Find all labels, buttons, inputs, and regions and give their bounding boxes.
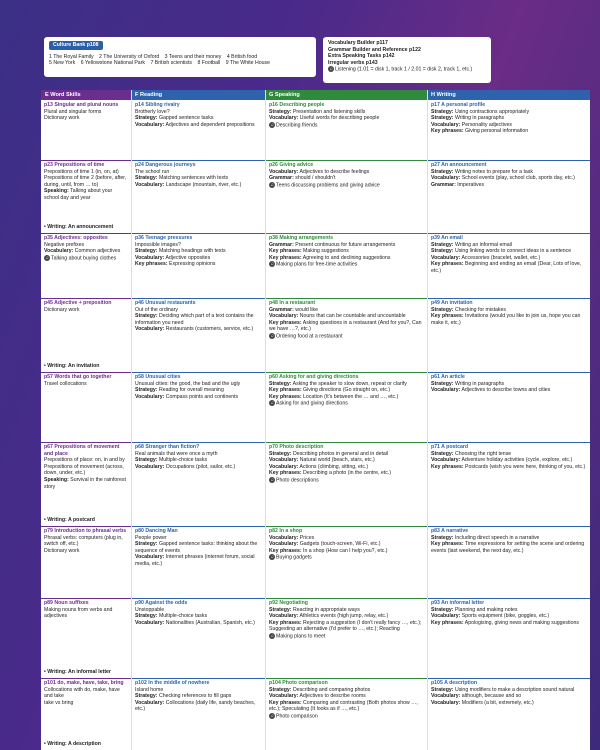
- lesson-title: p49 An invitation: [431, 300, 473, 306]
- column-h: [427, 90, 590, 750]
- lesson-title: p27 An announcement: [431, 162, 487, 168]
- lesson-title: p92 Negotiating: [269, 600, 308, 606]
- lesson-line: Vocabulary: Adjectives to describe towns and cities: [431, 387, 551, 394]
- unit-cell: [41, 526, 131, 598]
- lesson-line: Key phrases: Postcards (wish you were here, thinking of you, etc.): [431, 463, 586, 470]
- lesson-line: Vocabulary: Accessories (bracelet, wallet, etc.): [431, 254, 541, 261]
- lesson-line: Strategy: Asking the speaker to slow down, repeat or clarify: [269, 380, 407, 387]
- unit-cell: [132, 233, 265, 298]
- headphones-icon: ♫: [270, 632, 274, 638]
- lesson-line: Vocabulary: Landscape (mountain, river, etc.): [135, 181, 242, 188]
- lesson-title: p70 Photo description: [269, 444, 324, 450]
- lesson-title: p48 In a restaurant: [269, 300, 316, 306]
- lesson-line: Strategy: Including direct speech in a narrative: [431, 534, 540, 541]
- lesson-title: p24 Dangerous journeys: [135, 162, 196, 168]
- culture-bank-title: Culture Bank p108: [49, 41, 103, 50]
- lesson-line: Key phrases: Expressing opinions: [135, 261, 216, 268]
- lesson-line: Vocabulary: Nouns that can be countable and uncountable: [269, 313, 406, 320]
- lesson-line: Vocabulary: Collocations (daily life, sandy beaches, etc.): [135, 699, 256, 713]
- lesson-title: p60 Asking for and giving directions: [269, 374, 359, 380]
- headphones-icon: ♫: [270, 181, 274, 187]
- lesson-line: Strategy: Describing photos in general and in detail: [269, 450, 389, 457]
- unit-cell: [132, 526, 265, 598]
- lesson-line: Strategy: Multiple-choice tasks: [135, 457, 208, 464]
- lesson-title: p71 A postcard: [431, 444, 469, 450]
- lesson-line: Vocabulary: Athletics events (high jump, relay, etc.): [269, 613, 389, 620]
- unit-cell: [41, 298, 131, 372]
- lesson-title: p101 do, make, have, take, bring: [44, 680, 124, 686]
- lesson-title: p67 Prepositions of movement and place: [44, 444, 120, 457]
- lesson-line: ♫ Photo comparison: [270, 712, 318, 720]
- culture-bank-box: [44, 37, 316, 77]
- lesson-line: Prepositions of time 1 (in, on, at): [44, 168, 119, 175]
- lesson-line: Travel collocations: [44, 380, 87, 387]
- writing-extra: • Writing: A description: [44, 741, 101, 748]
- lesson-line: Collocations with do, make, have and take: [44, 686, 120, 700]
- lesson-line: Strategy: Gapped sentence tasks: thinking about the sequence of events: [135, 541, 258, 554]
- culture-item: 9 The White House: [225, 60, 270, 67]
- lesson-line: Vocabulary: Restaurants (customers, service, etc.): [135, 326, 254, 333]
- lesson-line: Strategy: Matching sentences with texts: [135, 175, 229, 182]
- lesson-title: p102 In the middle of nowhere: [135, 680, 210, 686]
- lesson-title: p26 Giving advice: [269, 162, 314, 168]
- lesson-line: Key phrases: Giving personal information: [431, 128, 529, 135]
- lesson-line: Vocabulary: Nationalities (Australian, Spanish, etc.): [135, 619, 255, 626]
- unit-cell: [266, 598, 427, 678]
- unit-cell: [428, 298, 590, 372]
- lesson-title: p79 Introduction to phrasal verbs: [44, 528, 127, 534]
- culture-item: 5 New York: [49, 60, 76, 67]
- header-reading: F Reading: [131, 90, 265, 100]
- column-e: [41, 90, 131, 750]
- lesson-title: p46 Unusual restaurants: [135, 300, 196, 306]
- lesson-line: ♫ Making plans for free-time activities: [270, 261, 358, 268]
- lesson-line: Grammar: would like: [269, 306, 319, 313]
- lesson-line: ♫ Describing friends: [270, 121, 318, 129]
- lesson-line: Vocabulary: Common adjectives: [44, 248, 121, 255]
- headphones-icon: ♫: [270, 261, 274, 267]
- lesson-line: Vocabulary: Adjectives to describe feelings: [269, 168, 370, 175]
- lesson-line: Strategy: Planning and making notes: [431, 606, 518, 613]
- unit-cell: [132, 442, 265, 526]
- lesson-title: p13 Singular and plural nouns: [44, 102, 119, 108]
- grammar-builder-ref: Grammar Builder and Reference p122: [328, 46, 421, 53]
- lesson-line: Unusual cities: the good, the bad and the ugly: [135, 380, 241, 387]
- lesson-line: Grammar: should / shouldn't: [269, 175, 336, 182]
- lesson-line: Vocabulary: Personality adjectives: [431, 121, 512, 128]
- lesson-line: Impossible images?: [135, 241, 181, 248]
- lesson-line: Prepositions of movement (across, down, under, etc.): [44, 463, 124, 477]
- lesson-title: p82 In a shop: [269, 528, 303, 534]
- lesson-line: The school run: [135, 168, 170, 175]
- lesson-line: ♫ Photo descriptions: [270, 476, 319, 484]
- lesson-line: Speaking: Talking about your school day and year: [44, 188, 113, 201]
- lesson-title: p90 Against the odds: [135, 600, 188, 606]
- lesson-title: p61 An article: [431, 374, 465, 380]
- lesson-line: Key phrases: Agreeing to and declining suggestions: [269, 254, 391, 261]
- lesson-line: Grammar: Present continuous for future arrangements: [269, 241, 396, 248]
- headphones-icon: ♫: [329, 66, 333, 72]
- lesson-line: Vocabulary: Sports equipment (bike, goggles, etc.): [431, 613, 550, 620]
- lesson-line: Key phrases: Comparing and contrasting (Both photos show …, etc.); Speculating (It looks as if …, etc.): [269, 699, 418, 713]
- contents-grid: [41, 90, 590, 750]
- headphones-icon: ♫: [270, 712, 274, 718]
- lesson-line: Strategy: Describing and comparing photos: [269, 686, 371, 693]
- culture-item: 1 The Royal Family: [49, 53, 94, 60]
- unit-cell: [428, 233, 590, 298]
- lesson-line: Grammar: Imperatives: [431, 181, 485, 188]
- lesson-line: Vocabulary: Gadgets (touch-screen, Wi-Fi, etc.): [269, 541, 381, 548]
- culture-item: 7 British scientists: [150, 60, 192, 67]
- extra-speaking-ref: Extra Speaking Tasks p142: [328, 53, 395, 60]
- lesson-line: Vocabulary: Modifiers (a bit, extremely, etc.): [431, 699, 534, 706]
- lesson-title: p105 A description: [431, 680, 478, 686]
- lesson-title: p38 Making arrangements: [269, 235, 334, 241]
- culture-item: 2 The University of Oxford: [99, 53, 160, 60]
- lesson-line: ♫ Making plans to meet: [270, 632, 326, 640]
- lesson-line: Vocabulary: Adventure holiday activities (cycle, explore, etc.): [431, 457, 573, 464]
- lesson-line: Vocabulary: Internet phrases (internet forum, social media, etc.): [135, 554, 255, 567]
- lesson-line: Island home: [135, 686, 164, 693]
- lesson-line: ♫ Asking for and giving directions: [270, 400, 348, 407]
- lesson-title: p89 Noun suffixes: [44, 600, 89, 606]
- headphones-icon: ♫: [270, 554, 274, 560]
- culture-item: 4 British food: [226, 53, 258, 60]
- lesson-title: p23 Prepositions of time: [44, 162, 105, 168]
- header-word-skills: E Word Skills: [41, 90, 131, 100]
- unit-cell: [428, 526, 590, 598]
- lesson-line: Real animals that were once a myth: [135, 450, 218, 457]
- lesson-line: Dictionary work: [44, 306, 80, 313]
- lesson-line: Key phrases: Time expressions for setting the scene and ordering events (last weekend, the next day, etc.): [431, 541, 585, 554]
- writing-extra: • Writing: An announcement: [44, 224, 114, 231]
- culture-item: 3 Teens and their money: [164, 53, 222, 60]
- unit-cell: [41, 160, 131, 233]
- lesson-title: p16 Describing people: [269, 102, 325, 108]
- lesson-line: Strategy: Deciding which part of a text contains the information you need: [135, 313, 254, 326]
- unit-cell: [132, 372, 265, 442]
- lesson-line: Strategy: Writing in paragraphs: [431, 380, 505, 387]
- lesson-line: Prepositions of time 2 (before, after, during, until, from … to): [44, 175, 127, 188]
- writing-extra: • Writing: A postcard: [44, 517, 95, 524]
- unit-cell: [428, 678, 590, 750]
- lesson-line: Unstoppable: [135, 606, 165, 613]
- lesson-line: Brotherly love?: [135, 108, 170, 115]
- unit-cell: [132, 298, 265, 372]
- lesson-line: Key phrases: Making suggestions: [269, 248, 349, 255]
- headphones-icon: ♫: [45, 254, 49, 260]
- unit-cell: [428, 160, 590, 233]
- lesson-line: Strategy: Writing an informal email: [431, 241, 512, 248]
- lesson-title: p39 An email: [431, 235, 463, 241]
- unit-cell: [428, 100, 590, 160]
- lesson-line: Vocabulary: Compass points and continents: [135, 393, 239, 400]
- lesson-line: Strategy: Presentation and listening skills: [269, 108, 366, 115]
- lesson-line: Strategy: Reacting in appropriate ways: [269, 606, 360, 613]
- lesson-line: Vocabulary: Adjective opposites: [135, 254, 211, 261]
- unit-cell: [266, 526, 427, 598]
- unit-cell: [41, 372, 131, 442]
- lesson-line: Key phrases: Giving directions (Go straight on, etc.): [269, 387, 391, 394]
- lesson-title: p83 A narrative: [431, 528, 469, 534]
- lesson-line: Vocabulary: although, because and so: [431, 693, 522, 700]
- column-g: [265, 90, 427, 750]
- header-speaking: G Speaking: [265, 90, 427, 100]
- unit-cell: [266, 160, 427, 233]
- lesson-line: ♫ Teens discussing problems and giving advice: [270, 181, 380, 189]
- headphones-icon: ♫: [270, 476, 274, 482]
- unit-cell: [132, 598, 265, 678]
- lesson-line: Strategy: Gapped sentence tasks: [135, 115, 214, 122]
- lesson-title: p57 Words that go together: [44, 374, 112, 380]
- reference-box: [323, 37, 491, 83]
- lesson-line: Phrasal verbs: computers (plug in, switch off, etc.): [44, 534, 123, 548]
- lesson-line: Vocabulary: School events (play, school club, sports day, etc.): [431, 175, 575, 182]
- lesson-line: Strategy: Using modifiers to make a description sound natural: [431, 686, 575, 693]
- unit-cell: [428, 372, 590, 442]
- lesson-line: Strategy: Using linking words to connect ideas in a sentence: [431, 248, 572, 255]
- lesson-line: take vs bring: [44, 699, 74, 706]
- lesson-line: Key phrases: Asking questions in a restaurant (And for you?, Can we have …?, etc.): [269, 319, 422, 333]
- headphones-icon: ♫: [270, 400, 274, 406]
- lesson-line: Negative prefixes: [44, 241, 85, 248]
- lesson-title: p93 An informal letter: [431, 600, 485, 606]
- lesson-line: Vocabulary: Prices: [269, 534, 315, 541]
- lesson-line: Speaking: Survival in the rainforest story: [44, 476, 126, 490]
- lesson-line: Key phrases: Rejecting a suggestion (I don't really fancy …, etc.); Suggesting an alternative (I'd prefer to …, etc.); Reacting: [269, 619, 422, 633]
- lesson-line: Key phrases: Apologising, giving news and making suggestions: [431, 619, 579, 626]
- unit-cell: [132, 160, 265, 233]
- lesson-line: Strategy: Matching headings with texts: [135, 248, 226, 255]
- lesson-line: Dictionary work: [44, 115, 80, 122]
- unit-cell: [266, 100, 427, 160]
- lesson-line: ♫ Ordering food at a restaurant: [270, 332, 343, 340]
- lesson-line: Strategy: Reading for overall meaning: [135, 387, 224, 394]
- lesson-line: Vocabulary: Occupations (pilot, sailor, etc.): [135, 463, 236, 470]
- headphones-icon: ♫: [270, 121, 274, 127]
- lesson-line: People power: [135, 534, 167, 541]
- lesson-line: Making nouns from verbs and adjectives: [44, 606, 113, 620]
- lesson-line: Key phrases: Location (It's between the … and …, etc.): [269, 393, 399, 400]
- unit-cell: [41, 598, 131, 678]
- lesson-line: Strategy: Checking for mistakes: [431, 306, 506, 313]
- lesson-line: Dictionary work: [44, 547, 80, 554]
- culture-item: 6 Yellowstone National Park: [80, 60, 146, 67]
- lesson-line: Vocabulary: Adjectives and dependent prepositions: [135, 121, 255, 128]
- lesson-title: p68 Stranger than fiction?: [135, 444, 200, 450]
- unit-cell: [428, 442, 590, 526]
- lesson-line: Strategy: Using contractions appropriately: [431, 108, 530, 115]
- lesson-title: p104 Photo comparison: [269, 680, 328, 686]
- unit-cell: [266, 298, 427, 372]
- unit-cell: [41, 442, 131, 526]
- unit-cell: [266, 678, 427, 750]
- lesson-line: Prepositions of place: on, in and by: [44, 457, 125, 464]
- unit-cell: [41, 100, 131, 160]
- lesson-line: Key phrases: In a shop (How can I help you?, etc.): [269, 547, 388, 554]
- column-f: [131, 90, 265, 750]
- lesson-line: ♫ Buying gadgets: [270, 554, 312, 561]
- culture-item: 8 Football: [197, 60, 221, 67]
- lesson-title: p45 Adjective + preposition: [44, 300, 112, 306]
- lesson-line: ♫ Talking about buying clothes: [45, 254, 117, 262]
- lesson-line: Plural and singular forms: [44, 108, 102, 115]
- lesson-title: p58 Unusual cities: [135, 374, 181, 380]
- lesson-line: Vocabulary: Adjectives to describe rooms: [269, 693, 366, 700]
- unit-cell: [41, 233, 131, 298]
- lesson-title: p36 Teenage pressures: [135, 235, 193, 241]
- unit-cell: [266, 233, 427, 298]
- vocab-builder-ref: Vocabulary Builder p117: [328, 40, 388, 46]
- unit-cell: [266, 372, 427, 442]
- unit-cell: [41, 678, 131, 750]
- lesson-title: p14 Sibling rivalry: [135, 102, 180, 108]
- lesson-line: Key phrases: Beginning and ending an email (Dear, Lots of love, etc.): [431, 261, 582, 274]
- lesson-line: Key phrases: Invitations (would you like to join us, hope you can make it, etc.): [431, 313, 581, 326]
- lesson-line: Strategy: Choosing the right tense: [431, 450, 512, 457]
- unit-cell: [266, 442, 427, 526]
- lesson-line: Vocabulary: Natural world (beach, stars, etc.): [269, 457, 375, 464]
- headphones-icon: ♫: [270, 332, 274, 338]
- writing-extra: • Writing: An informal letter: [44, 669, 111, 676]
- unit-cell: [132, 678, 265, 750]
- culture-bank-items: [49, 54, 311, 67]
- lesson-title: p80 Dancing Man: [135, 528, 178, 534]
- lesson-line: Out of the ordinary: [135, 306, 178, 313]
- lesson-line: Strategy: Checking references to fill gaps: [135, 693, 232, 700]
- header-writing: H Writing: [427, 90, 590, 100]
- lesson-line: Strategy: Writing in paragraphs: [431, 115, 505, 122]
- lesson-line: Vocabulary: Useful words for describing people: [269, 115, 380, 122]
- unit-cell: [428, 598, 590, 678]
- lesson-title: p17 A personal profile: [431, 102, 486, 108]
- lesson-title: p35 Adjectives: opposites: [44, 235, 108, 241]
- irregular-verbs-ref: Irregular verbs p143: [328, 59, 378, 66]
- writing-extra: • Writing: An invitation: [44, 363, 100, 370]
- unit-cell: [132, 100, 265, 160]
- lesson-line: Key phrases: Describing a photo (in the centre, etc.): [269, 470, 391, 477]
- lesson-line: Vocabulary: Actions (climbing, sitting, etc.): [269, 463, 369, 470]
- listening-ref: ♫ Listening (1.01 = disk 1, track 1 / 2.01 = disk 2, track 1, etc.): [329, 66, 473, 73]
- lesson-line: Strategy: Writing notes to prepare for a task: [431, 168, 533, 175]
- lesson-line: Strategy: Multiple-choice tasks: [135, 613, 208, 620]
